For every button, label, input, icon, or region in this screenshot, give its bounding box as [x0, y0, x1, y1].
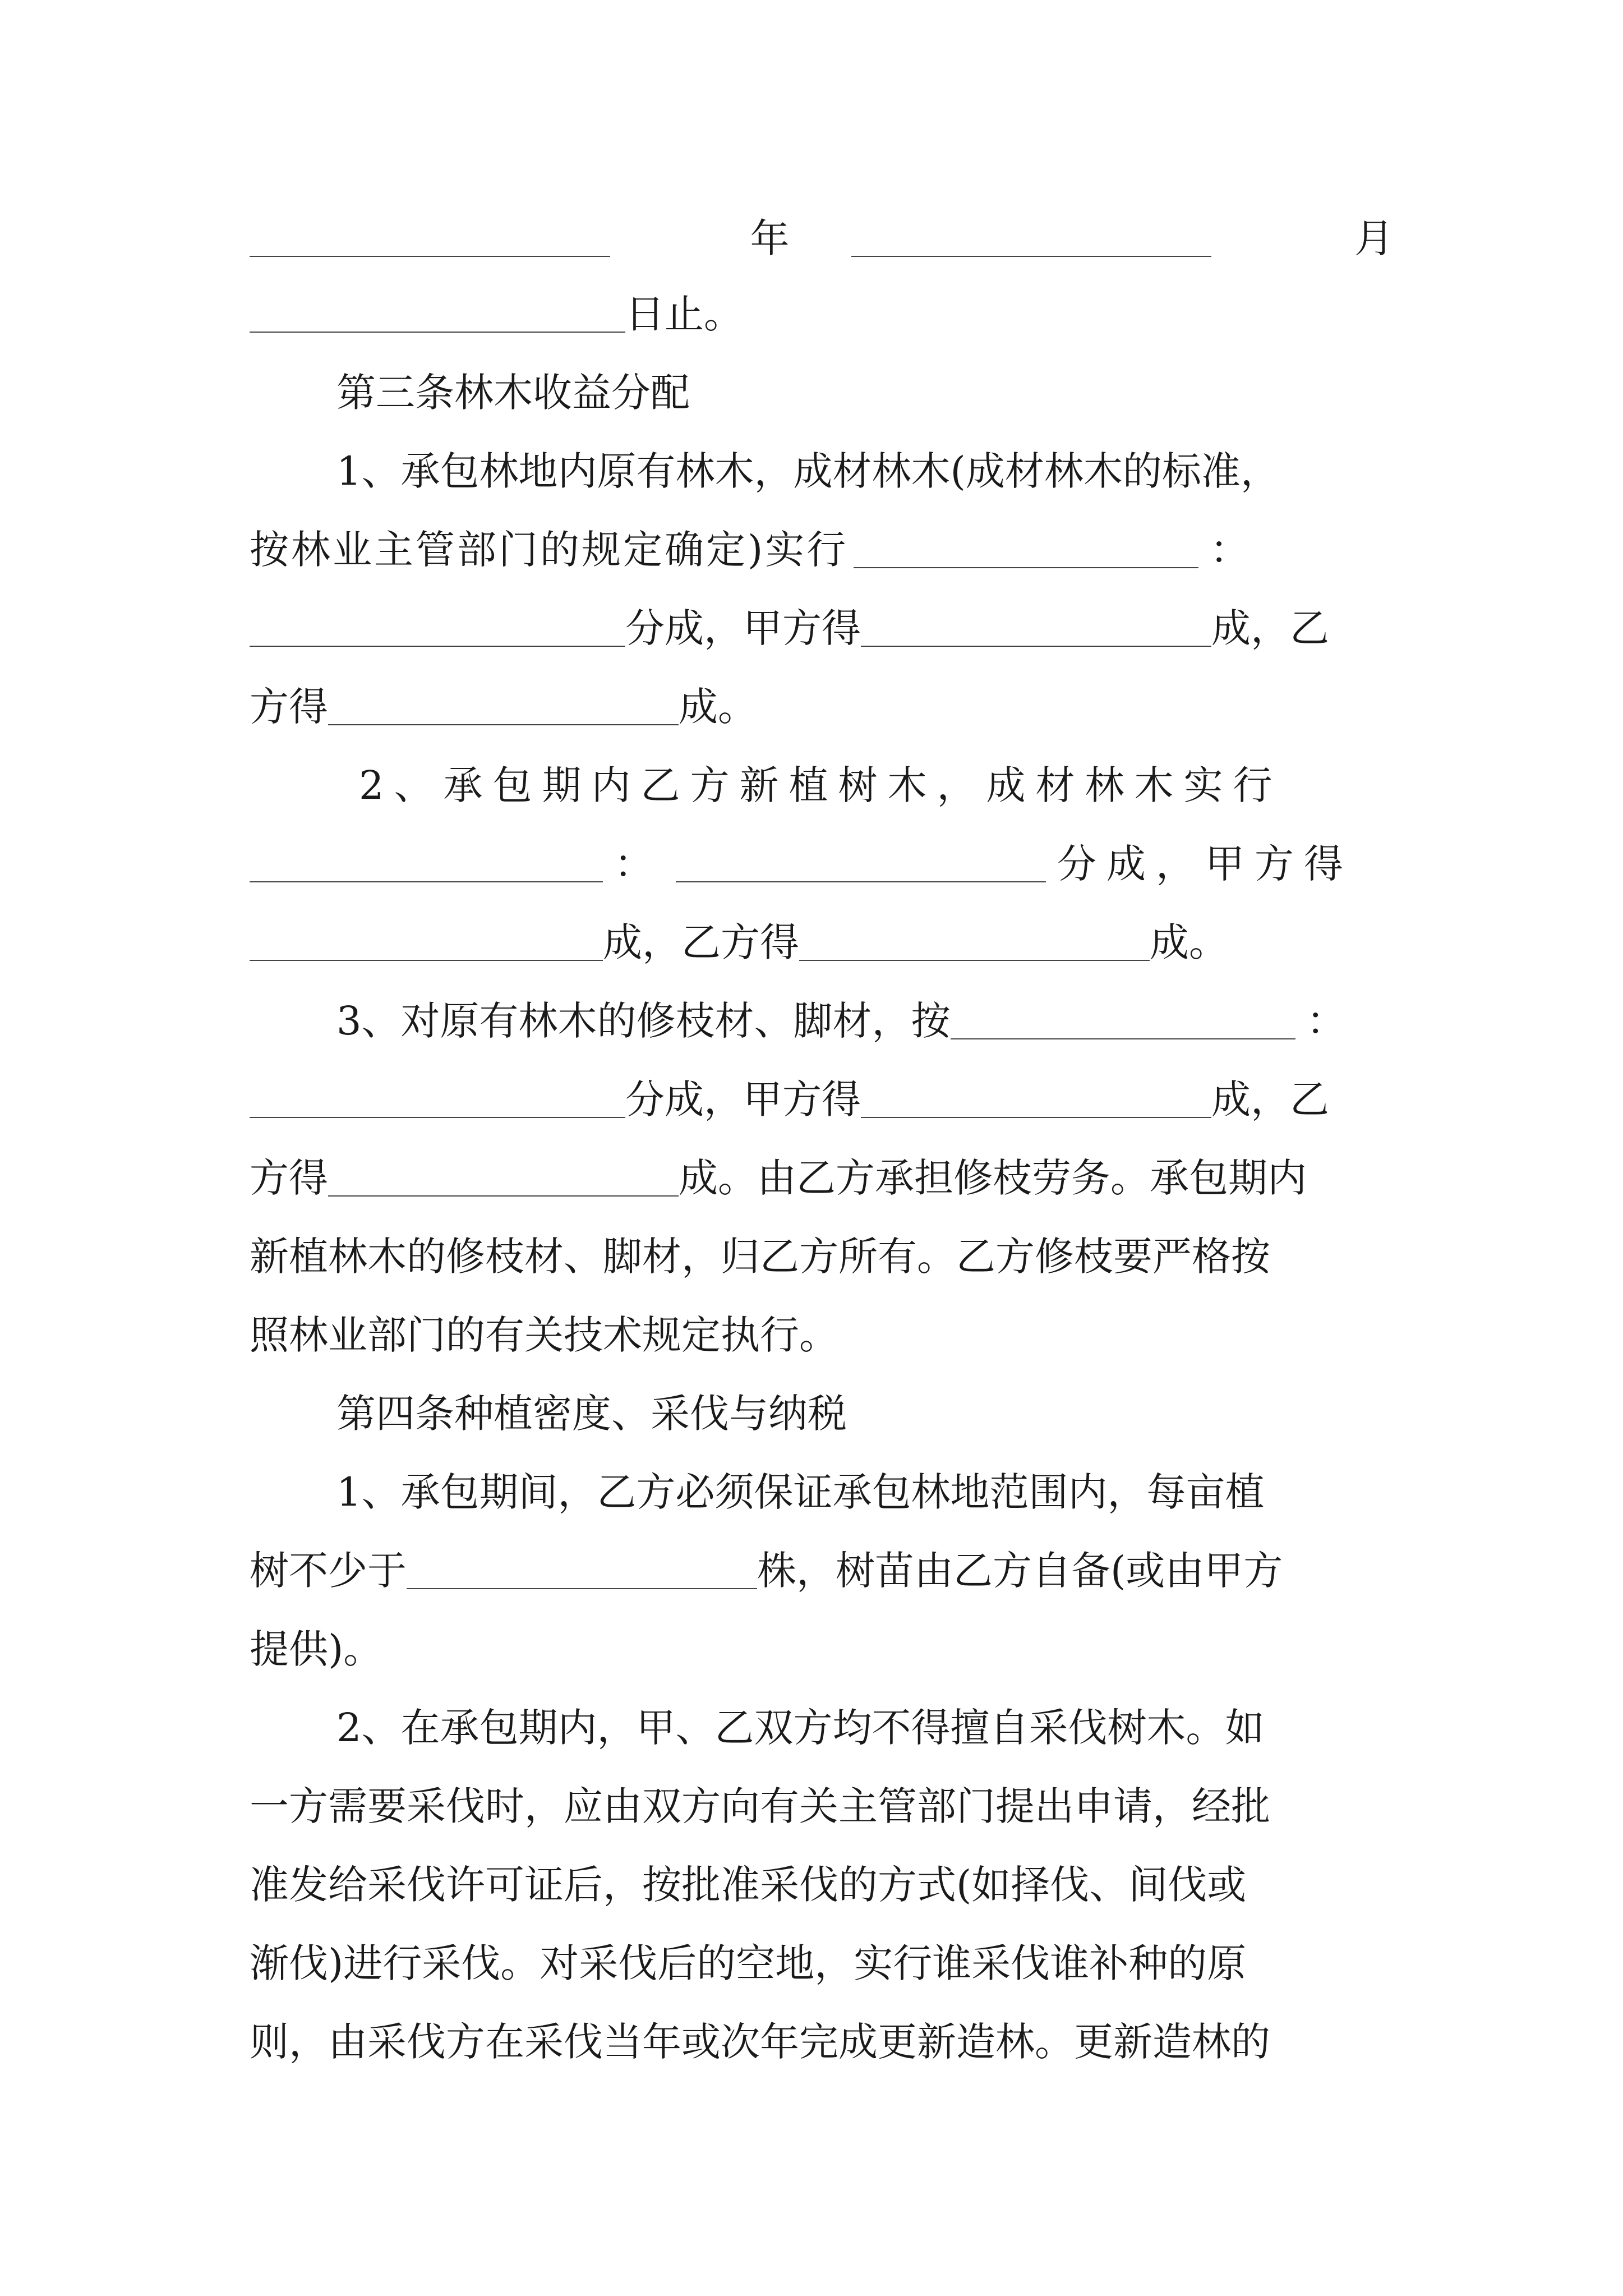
end-text: 日止。 — [625, 291, 743, 337]
line-text: 分成，甲方得 — [1057, 841, 1353, 887]
year-label: 年 — [750, 215, 790, 261]
blank-field — [250, 842, 603, 882]
blank-field — [250, 606, 625, 647]
paragraph-line — [359, 754, 1396, 816]
paragraph-line — [250, 1775, 1394, 1837]
line-text: 树不少于 — [250, 1548, 407, 1594]
line-text: 方得 — [250, 1155, 328, 1201]
line-text: 1、承包期间，乙方必须保证承包林地范围内，每亩植 — [336, 1469, 1265, 1515]
date-line-year-month — [250, 208, 1394, 269]
line-text: 一方需要采伐时，应由双方向有关主管部门提出申请，经批 — [250, 1783, 1270, 1829]
blank-field — [407, 1549, 757, 1589]
line-text: 分成，甲方得 — [625, 605, 861, 651]
paragraph-line — [250, 1618, 1394, 1680]
paragraph-line — [336, 1697, 1396, 1759]
article-heading — [336, 362, 1481, 424]
blank-field — [951, 999, 1295, 1039]
date-line-end — [250, 283, 1394, 345]
blank-field — [250, 921, 603, 961]
paragraph-line — [250, 1304, 1394, 1366]
heading-text: 第三条林木收益分配 — [336, 370, 690, 416]
paragraph-line — [250, 1226, 1394, 1287]
paragraph-line — [250, 1069, 1394, 1130]
paragraph-line — [336, 990, 1396, 1052]
blank-field — [854, 528, 1198, 568]
blank-field — [861, 1078, 1211, 1118]
paragraph-line — [250, 676, 1394, 738]
line-text: 新植林木的修枝材、脚材，归乙方所有。乙方修枝要严格按 — [250, 1234, 1270, 1280]
line-text: 按林业主管部门的规定确定)实行 — [250, 527, 849, 573]
blank-field — [328, 685, 679, 725]
line-text: ： — [1210, 527, 1249, 573]
paragraph-line — [250, 1540, 1394, 1602]
article-heading — [336, 1383, 1481, 1444]
line-text: 照林业部门的有关技术规定执行。 — [250, 1312, 838, 1358]
line-text: 方得 — [250, 684, 328, 730]
paragraph-line — [250, 2011, 1394, 2073]
paragraph-line — [250, 597, 1394, 659]
line-text: 2、承包期内乙方新植树木，成材林木实行 — [359, 762, 1283, 808]
line-text: 分成，甲方得 — [625, 1076, 861, 1122]
blank-field — [250, 292, 625, 333]
paragraph-line — [250, 1932, 1394, 1994]
paragraph-line — [250, 833, 1394, 895]
line-text: 准发给采伐许可证后，按批准采伐的方式(如择伐、间伐或 — [250, 1862, 1247, 1908]
paragraph-line — [250, 912, 1394, 973]
line-text: 成。 — [679, 684, 757, 730]
blank-field — [799, 921, 1150, 961]
line-text: 成。 — [1150, 919, 1228, 965]
paragraph-line — [336, 440, 1396, 502]
line-text: 渐伐)进行采伐。对采伐后的空地，实行谁采伐谁补种的原 — [250, 1940, 1247, 1986]
line-text: 成，乙 — [1211, 605, 1329, 651]
paragraph-line — [250, 1147, 1394, 1209]
paragraph-line — [336, 1461, 1396, 1523]
line-text: ： — [1306, 998, 1346, 1044]
paragraph-line — [250, 1854, 1394, 1916]
blank-field — [250, 1078, 625, 1118]
blank-field — [851, 217, 1212, 257]
line-text: 成。由乙方承担修枝劳务。承包期内 — [679, 1155, 1307, 1201]
line-text: 1、承包林地内原有林木，成材林木(成材林木的标准， — [336, 448, 1280, 494]
blank-field — [676, 842, 1046, 882]
line-text: 成，乙方得 — [603, 919, 799, 965]
heading-text: 第四条种植密度、采伐与纳税 — [336, 1391, 847, 1437]
blank-field — [861, 606, 1211, 647]
line-text: 成，乙 — [1211, 1076, 1329, 1122]
line-text: 株，树苗由乙方自备(或由甲方 — [757, 1548, 1283, 1594]
line-text: 提供)。 — [250, 1626, 383, 1672]
line-text: 2、在承包期内，甲、乙双方均不得擅自采伐树木。如 — [336, 1705, 1265, 1751]
blank-field — [328, 1156, 679, 1197]
month-label: 月 — [1354, 215, 1394, 261]
line-text: ： — [614, 841, 653, 887]
line-text: 3、对原有林木的修枝材、脚材，按 — [336, 998, 951, 1044]
blank-field — [250, 217, 610, 257]
line-text: 则，由采伐方在采伐当年或次年完成更新造林。更新造林的 — [250, 2019, 1270, 2065]
paragraph-line — [250, 519, 1394, 581]
